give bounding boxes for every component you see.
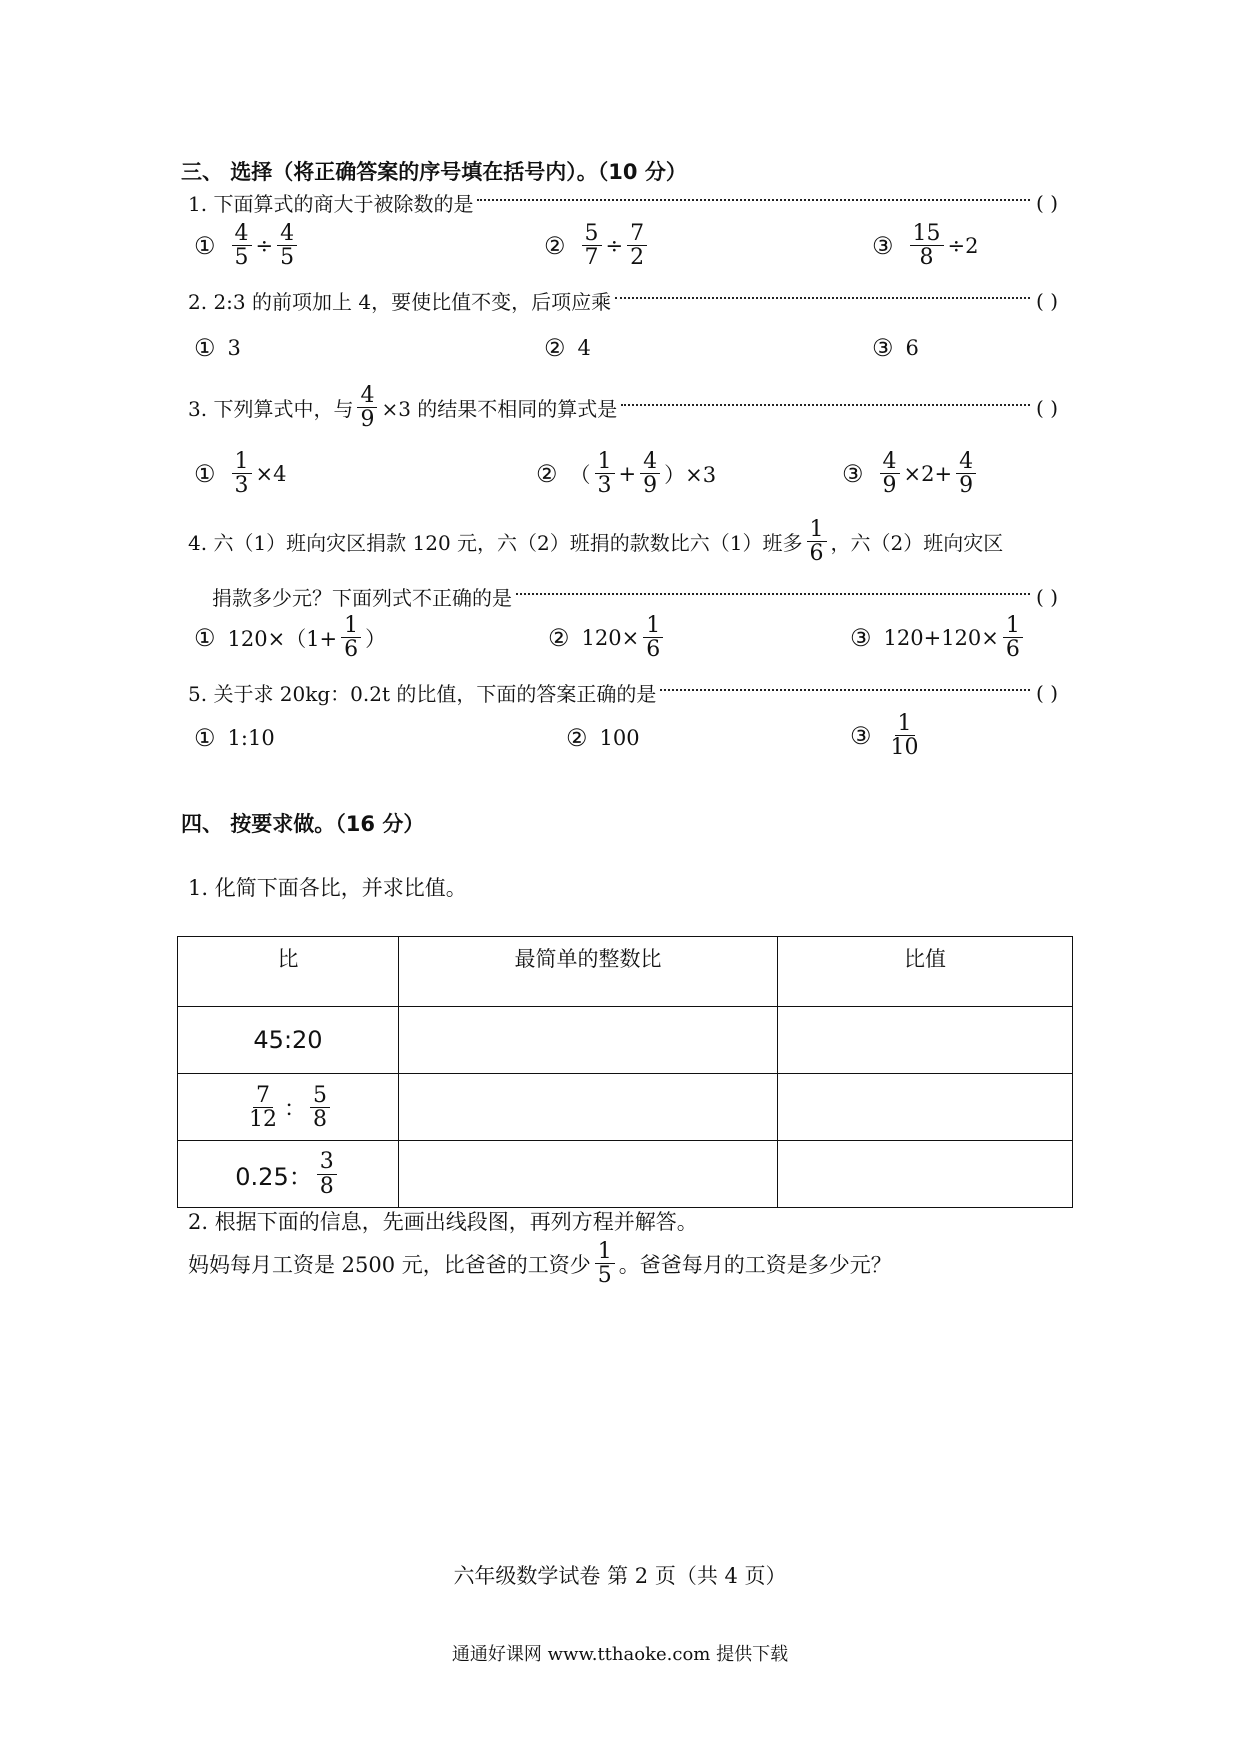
question-2-stem: 2. 2:3 的前项加上 4，要使比值不变，后项应乘 ( ) xyxy=(188,288,1058,314)
question-4-stem-line-2: 捐款多少元？下面列式不正确的是 ( ) xyxy=(212,584,1058,610)
source-footer: 通通好课网 www.tthaoke.com 提供下载 xyxy=(451,1644,789,1665)
question-5-stem: 5. 关于求 20kg：0.2t 的比值，下面的答案正确的是 ( ) xyxy=(188,680,1058,706)
question-1-option-1[interactable]: ① $\frac{4}{5}$ ÷ $\frac{4}{5}$ xyxy=(194,222,301,269)
table-header-simplest-ratio: 最简单的整数比 xyxy=(399,937,778,1007)
question-5-option-1[interactable]: ① 1:10 xyxy=(194,724,275,752)
table-cell-value-1[interactable] xyxy=(778,1007,1073,1074)
question-4-option-1[interactable]: ① 120×（1+ $\frac{1}{6}$ ） xyxy=(194,613,387,663)
section-4-question-2: 2. 根据下面的信息，先画出线段图，再列方程并解答。 xyxy=(188,1210,698,1234)
question-3-option-3[interactable]: ③ $\frac{4}{9}$ ×2+ $\frac{4}{9}$ xyxy=(842,450,980,497)
section-4-title: 四、 按要求做。（16 分） xyxy=(181,812,425,836)
table-cell-value-2[interactable] xyxy=(778,1074,1073,1141)
table-cell-simplest-1[interactable] xyxy=(399,1007,778,1074)
question-3-option-1[interactable]: ① $\frac{1}{3}$ ×4 xyxy=(194,449,287,499)
table-cell-simplest-3[interactable] xyxy=(399,1141,778,1208)
table-cell-simplest-2[interactable] xyxy=(399,1074,778,1141)
question-5-option-2[interactable]: ② 100 xyxy=(566,724,640,752)
question-1-option-3[interactable]: ③ $\frac{15}{8}$ ÷2 xyxy=(872,221,979,271)
section-3-title: 三、 选择（将正确答案的序号填在括号内）。（10 分） xyxy=(181,160,687,184)
question-2-option-1[interactable]: ① 3 xyxy=(194,334,241,362)
table-cell-ratio-1: 45:20 xyxy=(178,1007,399,1074)
page-footer: 六年级数学试卷 第 2 页（共 4 页） xyxy=(453,1564,787,1588)
section-4-question-2-text: 妈妈每月工资是 2500 元，比爸爸的工资少 $\frac{1}{5}$ 。爸爸每月的工资是多少元？ xyxy=(188,1239,892,1289)
section-4-question-1: 1. 化简下面各比，并求比值。 xyxy=(188,876,467,900)
table-header-ratio-value: 比值 xyxy=(778,937,1073,1007)
question-4-stem-line-1: 4. 六（1）班向灾区捐款 120 元，六（2）班捐的款数比六（1）班多 $\frac{1}{6}$ ，六（2）班向灾区 xyxy=(188,517,1004,567)
question-2-option-2[interactable]: ② 4 xyxy=(544,334,591,362)
question-3-option-2[interactable]: ② （ $\frac{1}{3}$ + $\frac{4}{9}$ ）×3 xyxy=(536,449,717,499)
question-3-stem: 3. 下列算式中，与 $\frac{4}{9}$ ×3 的结果不相同的算式是 ( ) xyxy=(188,383,1058,433)
table-cell-ratio-3: 0.25： $\frac{3}{8}$ xyxy=(178,1141,399,1208)
question-2-option-3[interactable]: ③ 6 xyxy=(872,334,919,362)
table-cell-ratio-2: $\frac{7}{12}$ ： $\frac{5}{8}$ xyxy=(178,1074,399,1141)
question-1-option-2[interactable]: ② $\frac{5}{7}$ ÷ $\frac{7}{2}$ xyxy=(544,222,651,269)
table-header-ratio: 比 xyxy=(178,937,399,1007)
question-5-option-3[interactable]: ③ $\frac{1}{10}$ xyxy=(850,711,919,761)
table-cell-value-3[interactable] xyxy=(778,1141,1073,1208)
question-4-option-2[interactable]: ② 120× $\frac{1}{6}$ xyxy=(548,614,667,661)
question-4-option-3[interactable]: ③ 120+120× $\frac{1}{6}$ xyxy=(850,614,1027,661)
ratio-table xyxy=(177,936,1073,1208)
question-1-stem: 1. 下面算式的商大于被除数的是 ( ) xyxy=(188,190,1058,216)
